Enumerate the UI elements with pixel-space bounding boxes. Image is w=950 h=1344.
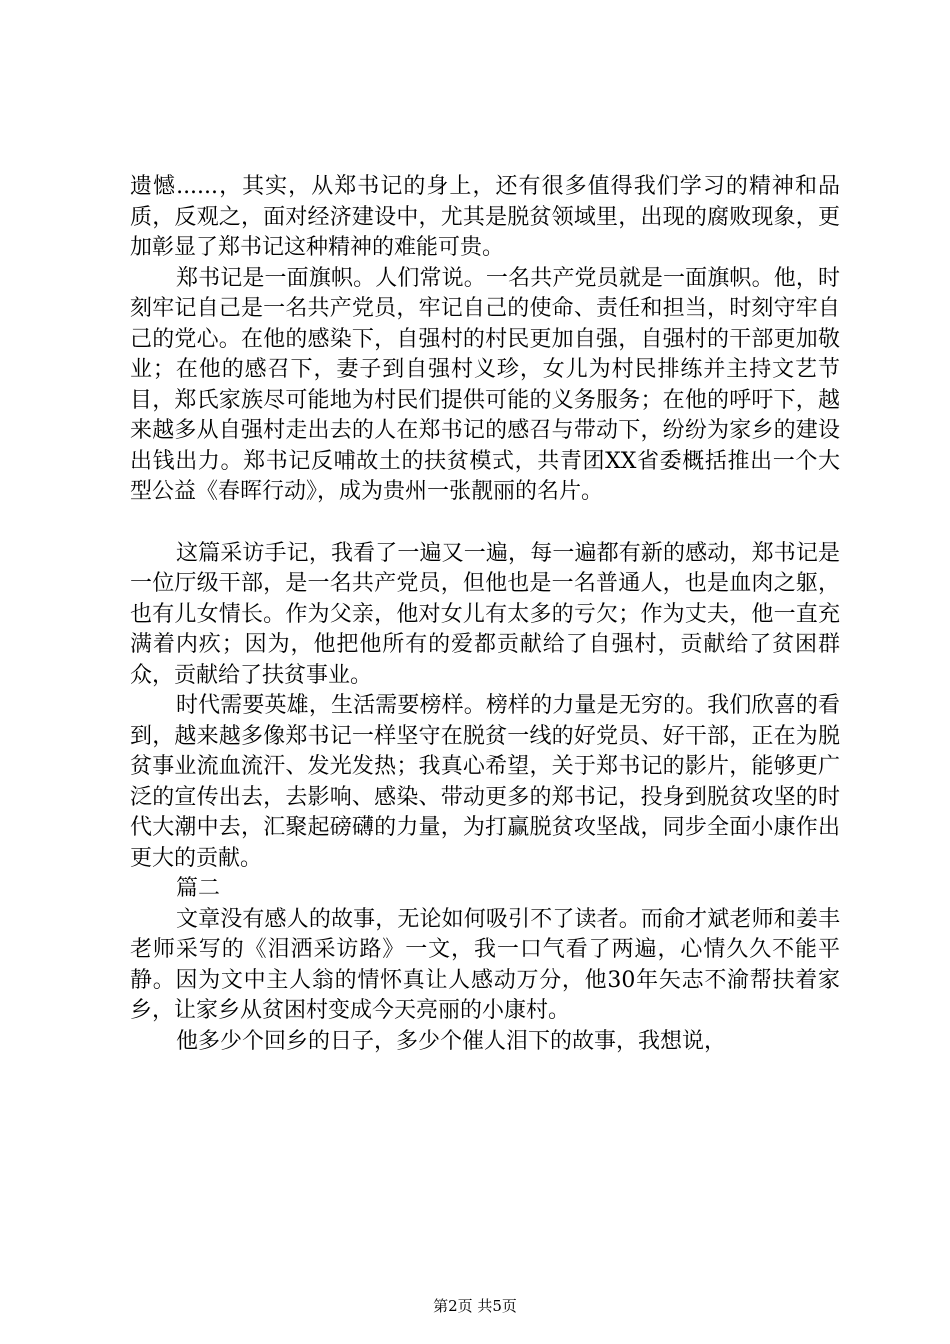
paragraph-2: 郑书记是一面旗帜。人们常说。一名共产党员就是一面旗帜。他，时刻牢记自己是一名共产党员，牢记自己的使命、责任和担当，时刻守牢自己的党心。在他的感染下，自强村的村民更加自强，自强村的干部更加敬业；在他的感召下，妻子到自强村义珍，女儿为村民排练并主持文艺节目，郑氏家族尽可能地为村民们提供可能的义务服务；在他的呼吁下，越来越多从自强村走出去的人在郑书记的感召与带动下，纷纷为家乡的建设出钱出力。郑书记反哺故土的扶贫模式，共青团XX省委概括推出一个大型公益《春晖行动》，成为贵州一张靓丽的名片。 bbox=[130, 265, 840, 504]
paragraph-gap bbox=[130, 508, 840, 539]
section-heading: 篇二 bbox=[176, 876, 221, 901]
paragraph-4: 时代需要英雄，生活需要榜样。榜样的力量是无穷的。我们欣喜的看到，越来越多像郑书记一样坚守在脱贫一线的好党员、好干部，正在为脱贫事业流血流汗、发光发热；我真心希望，关于郑书记的影片，能够更广泛的宣传出去，去影响、感染、带动更多的郑书记，投身到脱贫攻坚的时代大潮中去，汇聚起磅礴的力量，为打赢脱贫攻坚战，同步全面小康作出更大的贡献。 bbox=[130, 693, 840, 871]
document-body bbox=[130, 172, 840, 1057]
paragraph-5: 文章没有感人的故事，无论如何吸引不了读者。而俞才斌老师和姜丰老师采写的《泪洒采访路》一文，我一口气看了两遍，心情久久不能平静。因为文中主人翁的情怀真让人感动万分，他30年矢志不渝帮扶着家乡，让家乡从贫困村变成今天亮丽的小康村。 bbox=[130, 906, 840, 1023]
paragraph-1: 遗憾......，其实，从郑书记的身上，还有很多值得我们学习的精神和品质，反观之，面对经济建设中，尤其是脱贫领域里，出现的腐败现象，更加彰显了郑书记这种精神的难能可贵。 bbox=[130, 174, 840, 260]
paragraph-6: 他多少个回乡的日子，多少个催人泪下的故事，我想说， bbox=[176, 1028, 727, 1054]
page-number-footer: 第2页 共5页 bbox=[433, 1297, 517, 1315]
paragraph-3: 这篇采访手记，我看了一遍又一遍，每一遍都有新的感动，郑书记是一位厅级干部，是一名共产党员，但他也是一名普通人，也是血肉之躯，也有儿女情长。作为父亲，他对女儿有太多的亏欠；作为丈夫，他一直充满着内疚；因为，他把他所有的爱都贡献给了自强村，贡献给了贫困群众，贡献给了扶贫事业。 bbox=[130, 540, 840, 688]
